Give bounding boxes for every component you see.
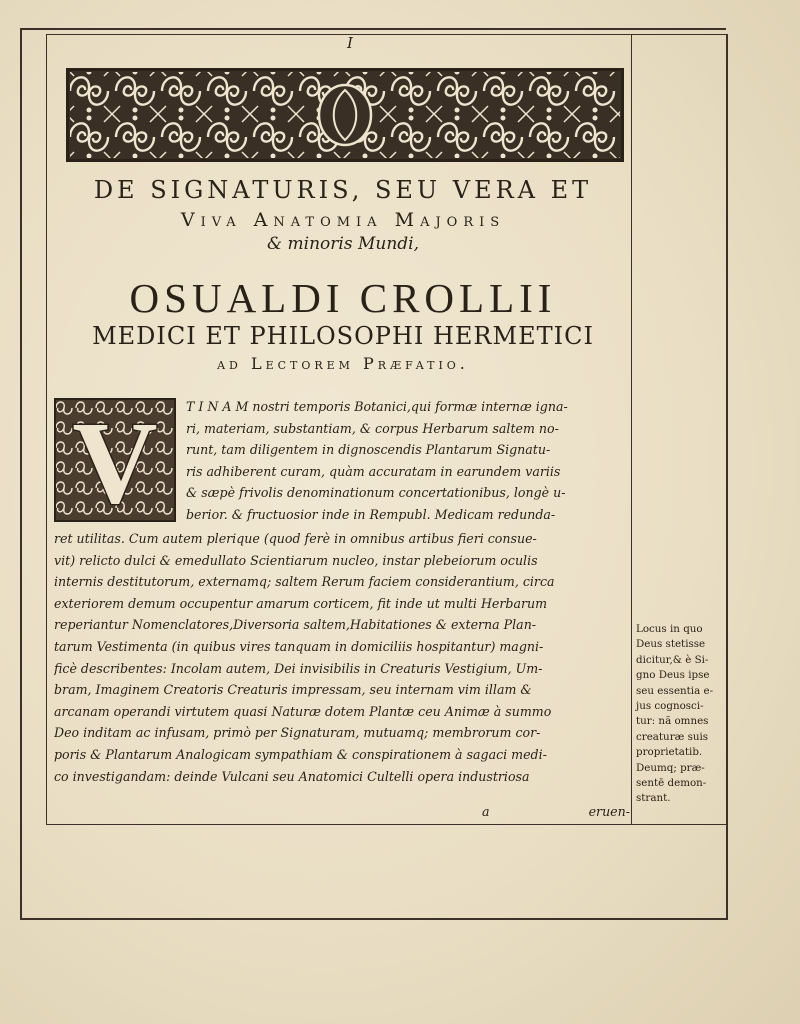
text-line: T I N A M nostri temporis Botanici,qui formæ internæ igna- [186, 399, 568, 414]
text-line: ret utilitas. Cum autem plerique (quod ferè in omnibus artibus fieri consue- [54, 531, 537, 546]
text-line: arcanam operandi virtutem quasi Naturæ dotem Plantæ ceu Animæ à summo [54, 703, 552, 719]
catch-line [54, 804, 630, 822]
text-line: bram, Imaginem Creatoris Creaturis impressam, seu internam vim illam & [54, 682, 532, 698]
indented-text-block [186, 396, 626, 526]
inner-top-rule [46, 34, 726, 35]
marginal-line: creaturæ suis [636, 730, 709, 743]
text-line: tarum Vestimenta (in quibus vires tanquam in domiciliis hospitantur) magni- [54, 638, 544, 654]
page-number: I [347, 34, 353, 52]
text-line: internis destitutorum, externamq; saltem Rerum faciem considerantium, circa [54, 574, 555, 590]
text-line: reperiantur Nomenclatores,Diversoria saltem,Habitationes & externa Plan- [54, 617, 537, 633]
text-line: poris & Plantarum Analogicam sympathiam & conspirationem à sagaci medi- [54, 746, 547, 762]
marginal-line: gno Deus ipse [636, 669, 710, 682]
title-line-3: & minoris Mundi, [267, 234, 419, 254]
signature-mark: a [482, 804, 490, 819]
decorated-initial-v [54, 398, 176, 522]
text-line: co investigandam: deinde Vulcani seu Anatomici Cultelli opera industriosa [54, 768, 530, 784]
outer-bottom-rule [20, 918, 728, 920]
author-name: OSUALDI CROLLII [129, 275, 557, 321]
text-line: runt, tam diligentem in dignoscendis Plantarum Signatu- [186, 442, 551, 458]
text-column-right-rule [631, 34, 632, 824]
preface-heading: ad Lectorem Præfatio. [217, 354, 469, 373]
text-line: exteriorem demum occupentur amarum corticem, fit inde ut multi Herbarum [54, 595, 548, 611]
text-line: vit) relicto dulci & emedullato Scientiarum nucleo, instar plebeiorum oculis [54, 552, 538, 568]
marginal-line: proprietatib. [636, 746, 703, 759]
ornamental-headpiece [66, 68, 624, 162]
text-line: & sæpè frivolis denominationum concertationibus, longè u- [186, 485, 566, 501]
inner-left-rule [46, 34, 47, 824]
marginal-line: Deumq; præ- [636, 761, 705, 774]
text-line: ficè describentes: Incolam autem, Dei invisibilis in Creaturis Vestigium, Um- [54, 660, 543, 676]
marginal-line: sentē demon- [636, 776, 707, 789]
text-line: ris adhiberent curam, quàm accuratam in earundem variis [186, 463, 561, 479]
full-width-text-block [54, 528, 630, 787]
marginal-line: dicitur,& è Si- [636, 653, 709, 666]
marginal-line: tur: nã omnes [636, 715, 709, 728]
marginal-line: strant. [636, 792, 671, 805]
title-line-1: DE SIGNATURIS, SEU VERA ET [93, 176, 593, 204]
marginal-line: Deus stetisse [636, 638, 706, 651]
author-title: MEDICI ET PHILOSOPHI HERMETICI [92, 322, 594, 350]
marginal-note [636, 622, 728, 807]
marginal-line: jus cognosci- [636, 699, 704, 712]
text-line: ri, materiam, substantiam, & corpus Herbarum saltem no- [186, 420, 559, 436]
outer-left-rule [20, 28, 22, 920]
text-line: berior. & fructuosior inde in Rempubl. Medicam redunda- [186, 506, 556, 522]
text-bottom-rule [46, 824, 728, 825]
catchword: eruen- [588, 804, 630, 819]
marginal-line: seu essentia e- [636, 684, 714, 697]
title-line-2: Viva Anatomia Majoris [180, 209, 506, 231]
outer-top-rule [20, 28, 726, 30]
marginal-line: Locus in quo [636, 623, 703, 635]
text-line: Deo inditam ac infusam, primò per Signaturam, mutuamq; membrorum cor- [54, 725, 541, 741]
initial-letter: V [72, 398, 158, 522]
